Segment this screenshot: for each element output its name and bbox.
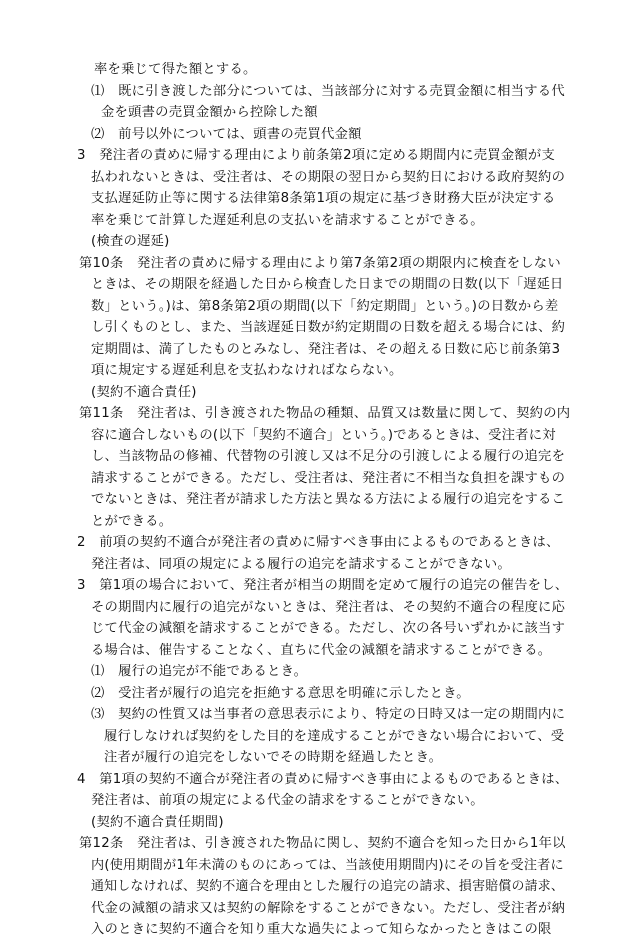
text-line: 第10条 発注者の責めに帰する理由により第7条第2項の期限内に検査をしない: [79, 255, 561, 271]
document-body: [0, 59, 570, 941]
text-line: でないときは、発注者が請求した方法と異なる方法による履行の追完をするこ: [91, 492, 566, 507]
text-line: る場合は、催告することなく、直ちに代金の減額を請求することができる。: [91, 642, 552, 658]
text-line: 容に適合しないもの(以下「契約不適合」という。)であるときは、受注者に対: [91, 427, 556, 443]
text-line: 発注者は、前項の規定による代金の請求をすることができない。: [91, 793, 484, 808]
text-line: ⑵ 前号以外については、頭書の売買代金額: [91, 126, 362, 142]
text-line: 請求することができる。ただし、受注者は、発注者に不相当な負担を課すもの: [91, 470, 566, 486]
text-line: ⑴ 履行の追完が不能であるとき。: [91, 664, 308, 679]
text-line: 3 第1項の場合において、発注者が相当の期間を定めて履行の追完の催告をし、: [77, 578, 569, 593]
text-line: 率を乗じて計算した遅延利息の支払いを請求することができる。: [91, 212, 484, 228]
text-line: 入のときに契約不適合を知り重大な過失によって知らなかったときはこの限: [91, 922, 552, 937]
text-line: 第12条 発注者は、引き渡された物品に関し、契約不適合を知った日から1年以: [79, 836, 566, 851]
text-line: (契約不適合責任期間): [91, 814, 224, 830]
text-line: 定期間は、満了したものとみなし、発注者は、その超える日数に応じ前条第3: [91, 341, 561, 357]
text-line: ときは、その期限を経過した日から検査した日までの期間の日数(以下「遅延日: [91, 277, 564, 292]
text-line: 発注者は、同項の規定による履行の追完を請求することができない。: [91, 556, 511, 572]
text-line: 4 第1項の契約不適合が発注者の責めに帰すべき事由によるものであるときは、: [77, 771, 569, 787]
text-line: ⑵ 受注者が履行の追完を拒絶する意思を明確に示したとき。: [91, 685, 470, 701]
text-line: (検査の遅延): [91, 234, 170, 249]
text-line: 3 発注者の責めに帰する理由により前条第2項に定める期間内に売買金額が支: [77, 148, 556, 163]
text-line: ⑶ 契約の性質又は当事者の意思表示により、特定の日時又は一定の期間内に: [91, 707, 566, 722]
text-line: 通知しなければ、契約不適合を理由とした履行の追完の請求、損害賠償の請求、: [91, 879, 565, 894]
text-line: ⑴ 既に引き渡した部分については、当該部分に対する売買金額に相当する代: [91, 83, 565, 99]
text-line: 注者が履行の追完をしないでその時期を経過したとき。: [104, 750, 443, 765]
text-line: 履行しなければ契約をした目的を達成することができない場合において、受: [104, 728, 565, 744]
text-line: 代金の減額の請求又は契約の解除をすることができない。ただし、受注者が納: [91, 900, 566, 916]
text-line: 払われないときは、受注者は、その期限の翌日から契約日における政府契約の: [91, 169, 566, 185]
text-line: 2 前項の契約不適合が発注者の責めに帰すべき事由によるものであるときは、: [77, 535, 560, 550]
text-line: し引くものとし、また、当該遅延日数が約定期間の日数を超える場合には、約: [91, 320, 566, 335]
text-line: し、当該物品の修補、代替物の引渡し又は不足分の引渡しによる履行の追完を: [91, 449, 566, 464]
text-line: その期間内に履行の追完がないときは、発注者は、その契約不適合の程度に応: [91, 599, 566, 615]
text-line: 項に規定する遅延利息を支払わなければならない。: [91, 363, 403, 378]
text-line: 率を乗じて得た額とする。: [94, 62, 257, 77]
text-line: (契約不適合責任): [91, 384, 197, 400]
text-line: 内(使用期間が1年未満のものにあっては、当該使用期間内)にその旨を受注者に: [91, 857, 564, 873]
text-line: じて代金の減額を請求することができる。ただし、次の各号いずれかに該当す: [91, 621, 566, 636]
text-line: 第11条 発注者は、引き渡された物品の種類、品質又は数量に関して、契約の内: [79, 406, 571, 421]
text-line: 金を頭書の売買金額から控除した額: [101, 105, 318, 120]
text-line: 数」という。)は、第8条第2項の期間(以下「約定期間」という。)の日数から差: [91, 298, 559, 314]
text-line: とができる。: [91, 513, 173, 529]
text-line: 支払遅延防止等に関する法律第8条第1項の規定に基づき財務大臣が決定する: [91, 191, 556, 206]
